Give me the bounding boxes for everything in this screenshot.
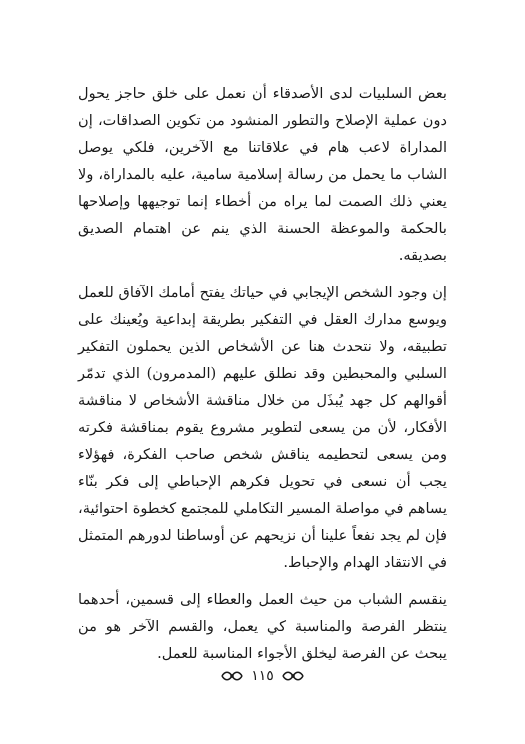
body-text	[78, 80, 447, 667]
page-number: ١١٥	[251, 668, 274, 684]
paragraph-1: بعض السلبيات لدى الأصدقاء أن نعمل على خلق حاجز يحول دون عملية الإصلاح والتطور المنشود من تكوين الصداقات، إن المداراة لاعب هام في علاقاتنا مع الآخرين، فلكي يوصل الشاب ما يحمل من رسالة إسلامية سامية، عليه بالمداراة، ولا يعني ذلك الصمت لما يراه من أخطاء إنما توجيهها وإصلاحها بالحكمة والموعظة الحسنة الذي ينم عن اهتمام الصديق بصديقه.	[78, 85, 447, 264]
floral-ornament-icon	[221, 670, 243, 682]
paragraph-3: ينقسم الشباب من حيث العمل والعطاء إلى قسمين، أحدهما ينتظر الفرصة والمناسبة كي يعمل، والقسم الآخر هو من يبحث عن الفرصة ليخلق الأجواء المناسبة للعمل.	[78, 591, 447, 662]
floral-ornament-icon	[282, 670, 304, 682]
page-footer	[0, 668, 525, 684]
paragraph-2: إن وجود الشخص الإيجابي في حياتك يفتح أمامك الآفاق للعمل ويوسع مدارك العقل في التفكير بطريقة إبداعية ويُعينك على تطبيقه، ولا نتحدث هنا عن الأشخاص الذين يحملون التفكير السلبي والمحبطين وقد نطلق عليهم (المدمرون) الذي تدمّر أقوالهم كل جهد يُبذَل من خلال مناقشة الأشخاص لا مناقشة الأفكار، لأن من يسعى لتطوير مشروع يقوم بمناقشة فكرته ومن يسعى لتحطيمه يناقش شخص صاحب الفكرة، فهؤلاء يجب أن نسعى في تحويل فكرهم الإحباطي إلى فكر بنّاء يساهم في مواصلة المسير التكاملي للمجتمع كخطوة احتوائية، فإن لم يجد نفعاً علينا أن نزيحهم عن أوساطنا لدورهم المتمثل في الانتقاد الهدام والإحباط.	[78, 284, 447, 571]
